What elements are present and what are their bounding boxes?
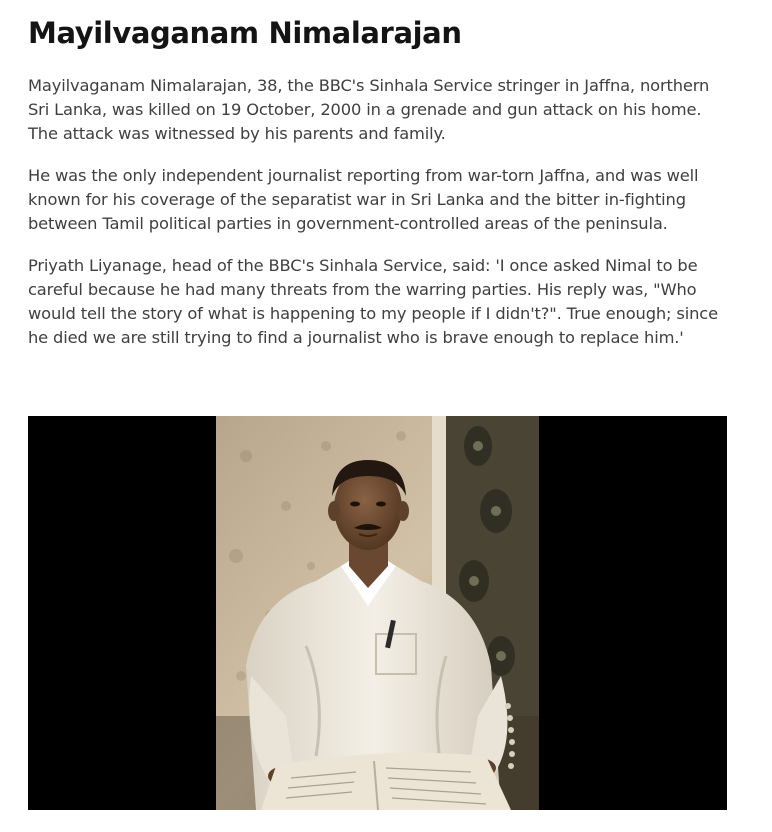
article-image: [28, 416, 727, 810]
article-paragraph: Priyath Liyanage, head of the BBC's Sinhala Service, said: 'I once asked Nimal to be careful because he had many threats from the warring parties. His reply was, "Who would tell the story of what is happening to my people if I didn't?". True enough; since he died we are still trying to find a journalist who is brave enough to replace him.': [28, 256, 718, 347]
article-paragraph: He was the only independent journalist reporting from war-torn Jaffna, and was well known for his coverage of the separatist war in Sri Lanka and the bitter in-fighting between Tamil political parties in government-controlled areas of the peninsula.: [28, 166, 699, 233]
article-paragraph: Mayilvaganam Nimalarajan, 38, the BBC's Sinhala Service stringer in Jaffna, northern Sri Lanka, was killed on 19 October, 2000 in a grenade and gun attack on his home. The attack was witnessed by his parents and family.: [28, 76, 710, 143]
article-title: Mayilvaganam Nimalarajan: [28, 16, 462, 50]
article: [28, 0, 728, 350]
portrait-photo: [216, 416, 539, 810]
